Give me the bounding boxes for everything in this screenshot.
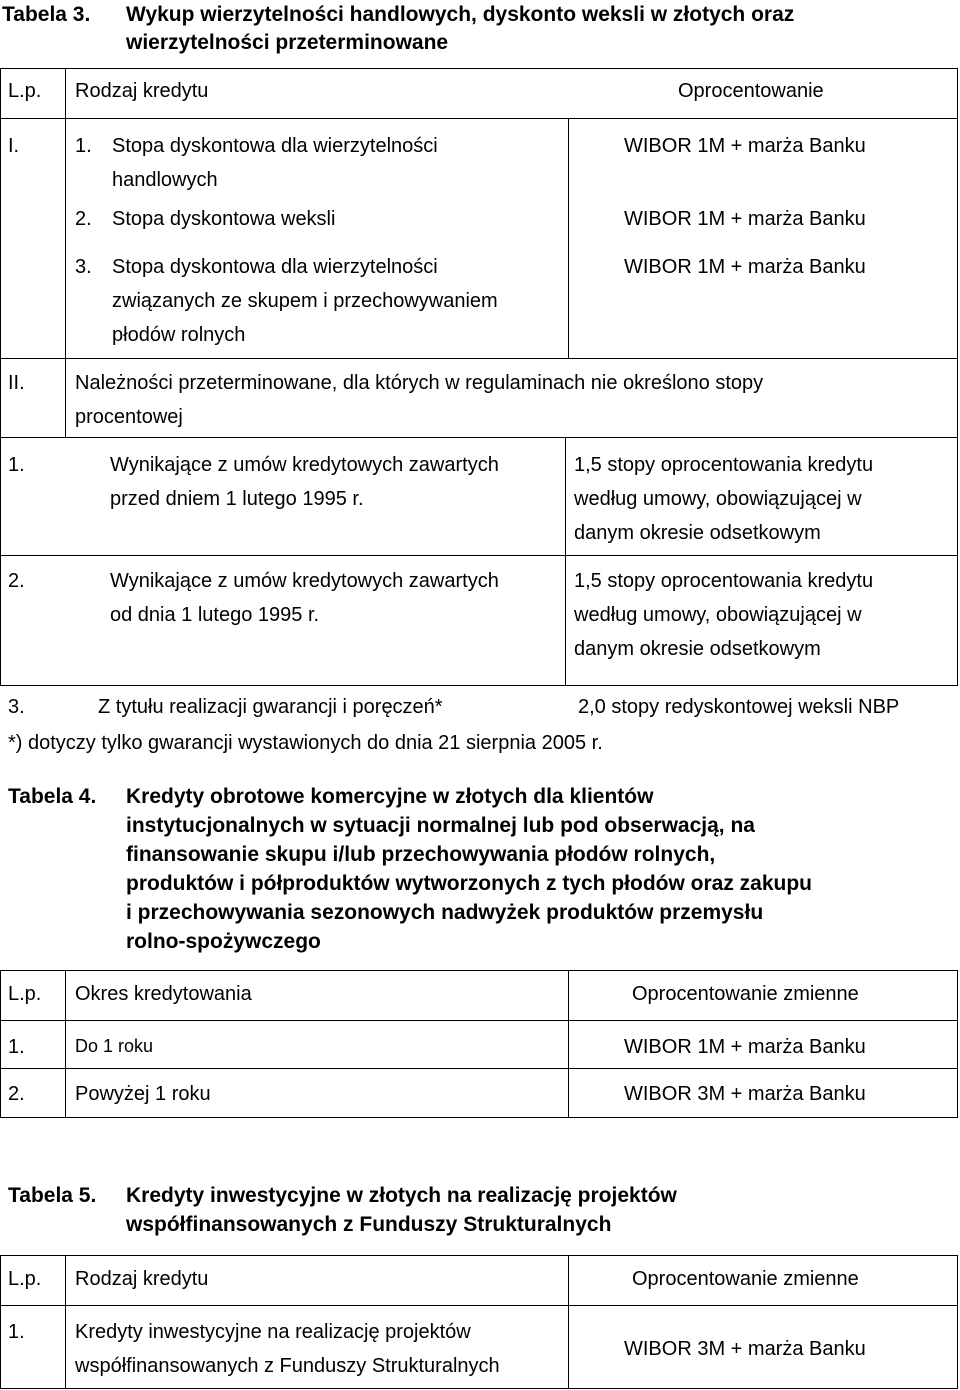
table3-footnote: *) dotyczy tylko gwarancji wystawionych do dnia 21 sierpnia 2005 r. [8,732,603,754]
table3-rule [957,68,958,685]
row-label: Stopa dyskontowa dla wierzytelności [112,135,438,157]
table3-header-rate: Oprocentowanie [678,80,824,102]
table4-label: Tabela 4. [8,785,97,808]
table5-rule [957,1255,958,1388]
row-rate: 2,0 stopy redyskontowej weksli NBP [578,696,900,718]
row-number: 3. [75,256,92,278]
table4-header-rate: Oprocentowanie zmienne [632,983,859,1005]
row-rate: danym okresie odsetkowym [574,522,821,544]
row-label: płodów rolnych [112,324,246,346]
row-rate: WIBOR 3M + marża Banku [624,1083,866,1105]
row-label: związanych ze skupem i przechowywaniem [112,290,498,312]
row-number: 1. [75,135,92,157]
table4-title-line: finansowanie skupu i/lub przechowywania płodów rolnych, [126,843,716,866]
table4-rule [0,970,1,1117]
table4-rule [568,970,569,1117]
row-rate: 1,5 stopy oprocentowania kredytu [574,570,874,592]
table3-rule [0,555,958,556]
table3-rule [0,68,1,685]
row-rate: danym okresie odsetkowym [574,638,821,660]
row-number: 1. [8,1036,25,1058]
table3-header-kind: Rodzaj kredytu [75,80,209,102]
table3-label: Tabela 3. [2,3,91,26]
table4-title-line: Kredyty obrotowe komercyjne w złotych dla klientów [126,785,654,808]
table4-header-kind: Okres kredytowania [75,983,252,1005]
row-number: 2. [8,570,25,592]
row-rate: WIBOR 1M + marża Banku [624,208,866,230]
table5-title-line1: Kredyty inwestycyjne w złotych na realizację projektów [126,1184,677,1207]
table5-label: Tabela 5. [8,1184,97,1207]
table5-rule [0,1388,958,1389]
table4-rule [65,970,66,1117]
row-number: 2. [75,208,92,230]
table3-rule [568,118,569,358]
row-label: od dnia 1 lutego 1995 r. [110,604,320,626]
table3-rule [0,358,958,359]
table4-title-line: produktów i półproduktów wytworzonych z tych płodów oraz zakupu [126,872,812,895]
row-label: Stopa dyskontowa weksli [112,208,336,230]
table4-title-line: i przechowywania sezonowych nadwyżek produktów przemysłu [126,901,764,924]
table5-rule [568,1255,569,1388]
row-label: Wynikające z umów kredytowych zawartych [110,454,499,476]
row-rate: według umowy, obowiązującej w [574,488,862,510]
table3-rule [0,437,958,438]
row-label: przed dniem 1 lutego 1995 r. [110,488,364,510]
row-number: 2. [8,1083,25,1105]
table4-rule [0,1068,958,1069]
row-rate: WIBOR 3M + marża Banku [624,1338,866,1360]
table4-rule [957,970,958,1117]
table4-title-line: rolno-spożywczego [126,930,321,953]
table3-rule [65,68,66,437]
row-number: 1. [8,1321,25,1343]
row-label: Powyżej 1 roku [75,1083,211,1105]
row-label: Z tytułu realizacji gwarancji i poręczeń* [98,696,443,718]
table5-rule [65,1255,66,1388]
table3-header-lp: L.p. [8,80,42,102]
table3-rule [0,685,958,686]
table4-header-lp: L.p. [8,983,42,1005]
row-number: 3. [8,696,25,718]
table5-title-line2: współfinansowanych z Funduszy Strukturalnych [126,1213,612,1236]
row-rate: WIBOR 1M + marża Banku [624,256,866,278]
table3-section2-title: Należności przeterminowane, dla których w regulaminach nie określono stopy [75,372,764,394]
table3-rule [0,118,958,119]
table5-header-lp: L.p. [8,1268,42,1290]
table3-title-line2: wierzytelności przeterminowane [126,31,449,54]
table5-header-rate: Oprocentowanie zmienne [632,1268,859,1290]
row-label: Stopa dyskontowa dla wierzytelności [112,256,438,278]
table3-section1-number: I. [8,135,20,157]
table3-title-line1: Wykup wierzytelności handlowych, dyskonto weksli w złotych oraz [126,3,795,26]
row-rate: według umowy, obowiązującej w [574,604,862,626]
row-rate: WIBOR 1M + marża Banku [624,1036,866,1058]
row-label: Kredyty inwestycyjne na realizację projektów [75,1321,471,1343]
table5-rule [0,1255,958,1256]
table5-rule [0,1255,1,1388]
table5-rule [0,1305,958,1306]
table3-rule [565,437,566,685]
table4-rule [0,1117,958,1118]
row-label: Wynikające z umów kredytowych zawartych [110,570,499,592]
table4-rule [0,970,958,971]
row-number: 1. [8,454,25,476]
table3-rule [0,68,958,69]
row-rate: 1,5 stopy oprocentowania kredytu [574,454,874,476]
row-rate: WIBOR 1M + marża Banku [624,135,866,157]
row-label: Do 1 roku [75,1036,154,1056]
table4-title-line: instytucjonalnych w sytuacji normalnej lub pod obserwacją, na [126,814,755,837]
table4-rule [0,1020,958,1021]
table5-header-kind: Rodzaj kredytu [75,1268,209,1290]
row-label: handlowych [112,169,218,191]
row-label: współfinansowanych z Funduszy Strukturalnych [75,1355,500,1377]
table3-section2-number: II. [8,372,25,394]
table3-section2-title: procentowej [75,406,183,428]
